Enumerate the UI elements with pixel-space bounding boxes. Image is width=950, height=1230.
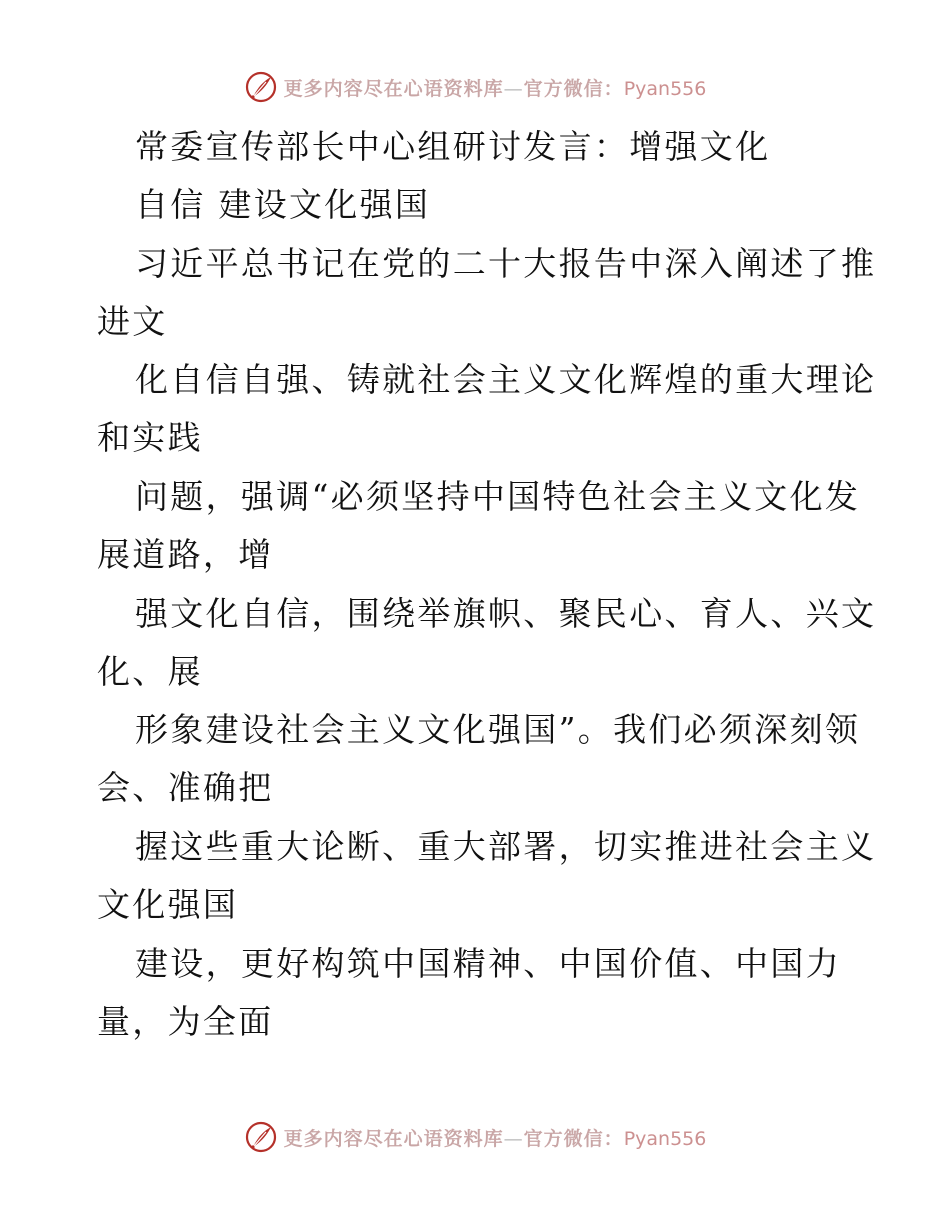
- paragraph-line: 强文化自信，围绕举旗帜、聚民心、育人、兴文: [135, 594, 877, 633]
- header-watermark: [0, 70, 950, 104]
- paragraph-line: 建设，更好构筑中国精神、中国价值、中国力: [135, 944, 841, 983]
- paragraph-line: 和实践: [97, 418, 203, 457]
- feather-pen-logo-icon: [244, 70, 278, 104]
- paragraph-line: 形象建设社会主义文化强国”。我们必须深刻领: [135, 710, 861, 749]
- paragraph-line: 量，为全面: [97, 1002, 274, 1041]
- paragraph-line: 文化强国: [97, 885, 239, 924]
- paragraph-line: 进文: [97, 302, 168, 341]
- paragraph-line: 习近平总书记在党的二十大报告中深入阐述了推: [135, 244, 877, 283]
- watermark-wechat-id: Pyan556: [623, 77, 707, 100]
- watermark-text: 更多内容尽在心语资料库—官方微信：Pyan556: [283, 1127, 707, 1150]
- document-title-line-1: 常委宣传部长中心组研讨发言：增强文化: [135, 127, 771, 166]
- paragraph-line: 展道路，增: [97, 535, 274, 574]
- paragraph-line: 会、准确把: [97, 768, 274, 807]
- watermark-text: 更多内容尽在心语资料库—官方微信：Pyan556: [283, 77, 707, 100]
- watermark-wechat-id: Pyan556: [623, 1127, 707, 1150]
- paragraph-line: 化自信自强、铸就社会主义文化辉煌的重大理论: [135, 360, 877, 399]
- feather-pen-logo-icon: [244, 1120, 278, 1154]
- document-title-line-2: 自信 建设文化强国: [135, 185, 431, 224]
- paragraph-line: 化、展: [97, 652, 203, 691]
- paragraph-line: 问题，强调“必须坚持中国特色社会主义文化发: [135, 477, 861, 516]
- footer-watermark: [0, 1120, 950, 1154]
- paragraph-line: 握这些重大论断、重大部署，切实推进社会主义: [135, 827, 877, 866]
